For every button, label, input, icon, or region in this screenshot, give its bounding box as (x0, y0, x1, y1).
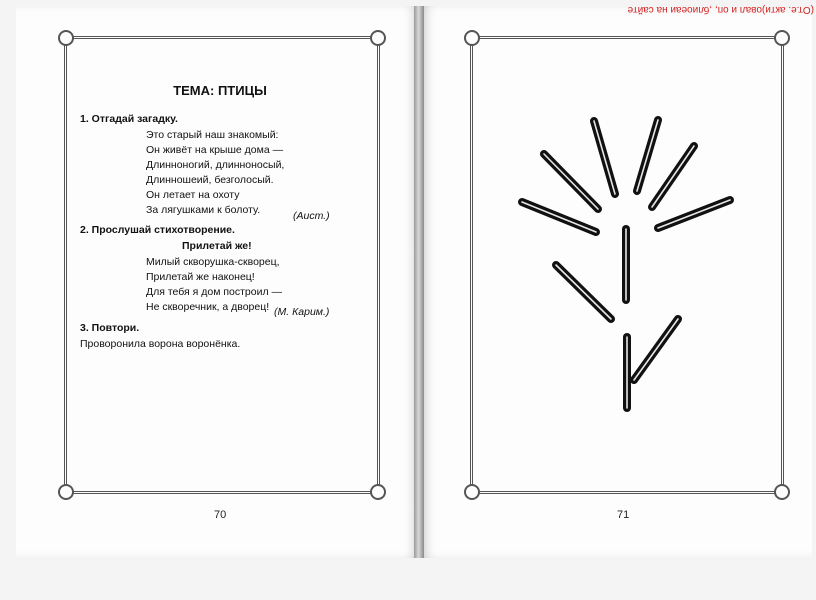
riddle-line: Длинноногий, длинноносый, (146, 159, 285, 171)
frame-corner-ornament (370, 484, 386, 500)
section1-heading: 1. Отгадай загадку. (80, 113, 178, 125)
page-number-left: 70 (214, 509, 227, 521)
poem-line: Не скворечник, а дворец! (146, 301, 270, 313)
poem-line: Прилетай же наконец! (146, 271, 255, 283)
riddle-line: Длинношеий, безголосый. (146, 174, 274, 186)
riddle-line: Он летает на охоту (146, 189, 240, 201)
section2-heading: 2. Прослушай стихотворение. (80, 224, 235, 236)
section3-heading: 3. Повтори. (80, 322, 140, 334)
stick-flower-figure (470, 36, 782, 492)
poem-line: Для тебя я дом построил — (146, 286, 283, 298)
frame-corner-ornament (58, 484, 74, 500)
riddle-line: Это старый наш знакомый: (146, 129, 279, 141)
page-title: ТЕМА: ПТИЦЫ (173, 83, 267, 98)
poem-title: Прилетай же! (182, 240, 252, 252)
book-gutter (414, 6, 424, 558)
frame-corner-ornament (370, 30, 386, 46)
tongue-twister: Проворонила ворона воронёнка. (80, 338, 241, 350)
page-number-right: 71 (617, 509, 630, 521)
watermark-text: (От.е. акти)овал и оп, ,блиоеаи на сайте (627, 4, 814, 15)
frame-corner-ornament (58, 30, 74, 46)
riddle-line: Он живёт на крыше дома — (146, 144, 284, 156)
poem-author: (М. Карим.) (274, 306, 330, 318)
riddle-answer: (Аист.) (293, 210, 330, 222)
poem-line: Милый скворушка-скворец, (146, 256, 280, 268)
riddle-line: За лягушками к болоту. (146, 204, 261, 216)
